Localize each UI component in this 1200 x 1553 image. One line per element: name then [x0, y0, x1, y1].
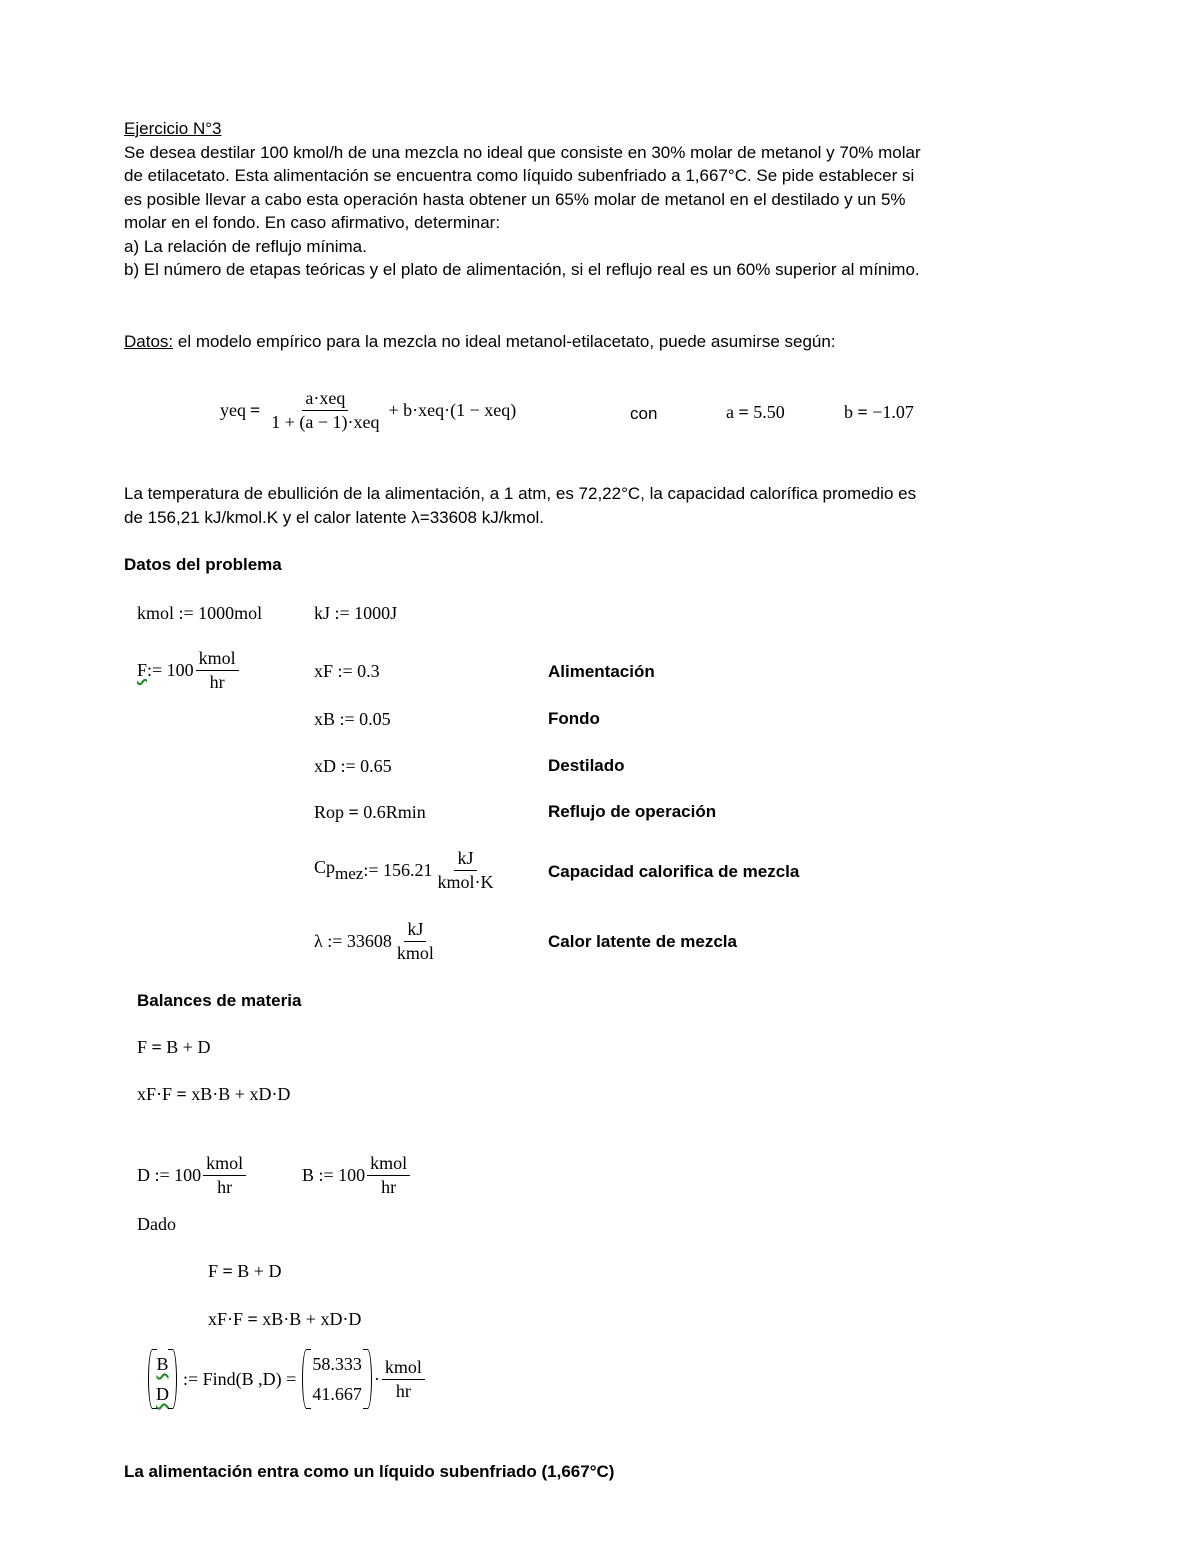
- B-unit-den: hr: [381, 1176, 397, 1197]
- statement-line-1: Se desea destilar 100 kmol/h de una mezcla no ideal que consiste en 30% molar de metanol y 70% molar: [124, 142, 921, 162]
- statement-line-5: a) La relación de reflujo mínima.: [124, 236, 367, 256]
- xF-label: Alimentación: [548, 662, 655, 681]
- datos-text: el modelo empírico para la mezcla no ideal metanol-etilacetato, puede asumirse según:: [173, 332, 836, 351]
- g2-equals: =: [247, 1309, 258, 1329]
- model-b: [844, 402, 914, 423]
- Cp-definition: [314, 848, 497, 892]
- a-label: a: [726, 402, 734, 422]
- g1-equals: =: [222, 1261, 233, 1281]
- statement-line-2: de etilacetato. Esta alimentación se encuentra como líquido subenfriado a 1,667°C. Se pide establecer si: [124, 166, 915, 185]
- vector-B: B: [156, 1354, 169, 1374]
- lambda-assign: λ := 33608: [314, 930, 392, 951]
- D-guess: [137, 1153, 246, 1197]
- eq2-equals: =: [176, 1084, 187, 1104]
- model-con: con: [630, 404, 658, 423]
- Rop-equals: =: [348, 802, 359, 822]
- eq2-rhs: xB·B + xD·D: [191, 1084, 291, 1104]
- result-unit-num: kmol: [382, 1357, 425, 1380]
- balance-eq-2: [137, 1084, 290, 1105]
- multiply-dot: ·: [373, 1368, 380, 1389]
- B-unit-num: kmol: [367, 1153, 410, 1176]
- F-assign: := 100: [147, 659, 194, 680]
- datos-label: Datos:: [124, 332, 174, 351]
- xF-definition: xF := 0.3: [314, 661, 380, 681]
- xD-definition: xD := 0.65: [314, 756, 392, 776]
- D-unit-num: kmol: [203, 1153, 246, 1176]
- model-tail: + b·xeq·(1 − xeq): [388, 399, 517, 420]
- result-vector: [302, 1349, 372, 1409]
- given-eq-2: [208, 1309, 361, 1330]
- exercise-block: [124, 117, 984, 282]
- kJ-definition: kJ := 1000J: [314, 603, 398, 623]
- result-D: 41.667: [312, 1384, 362, 1404]
- g1-rhs: B + D: [237, 1261, 282, 1281]
- subcooled-feed-heading: La alimentación entra como un líquido subenfriado (1,667°C): [124, 1462, 615, 1481]
- Rop-lhs: Rop: [314, 802, 345, 822]
- lambda-unit: [394, 919, 437, 963]
- model-lhs: yeq: [220, 399, 246, 420]
- model-frac-den: 1 + (a − 1)·xeq: [271, 411, 380, 432]
- Cp-unit-num: kJ: [454, 848, 476, 871]
- eq2-lhs: xF·F: [137, 1084, 173, 1104]
- g2-rhs: xB·B + xD·D: [262, 1309, 362, 1329]
- result-unit: [382, 1357, 425, 1401]
- F-variable: F: [137, 659, 148, 680]
- result-B: 58.333: [312, 1354, 362, 1374]
- statement-line-4: molar en el fondo. En caso afirmativo, determinar:: [124, 213, 501, 232]
- Rop-label: Reflujo de operación: [548, 802, 717, 821]
- boiling-paragraph: [124, 482, 984, 529]
- D-unit-den: hr: [217, 1176, 233, 1197]
- given-eq-1: [208, 1261, 281, 1282]
- given-keyword: Dado: [137, 1214, 176, 1234]
- lambda-definition: [314, 919, 437, 963]
- lambda-unit-den: kmol: [396, 942, 434, 963]
- B-guess: [302, 1153, 410, 1197]
- statement-line-3: es posible llevar a cabo esta operación hasta obtener un 65% molar de metanol en el destilado y un 5%: [124, 189, 906, 209]
- lambda-unit-num: kJ: [404, 919, 426, 942]
- find-expression: := Find(B ,D) =: [183, 1368, 297, 1389]
- vector-D: D: [156, 1384, 169, 1404]
- Rop-rhs: 0.6Rmin: [363, 802, 426, 822]
- lambda-label: Calor latente de mezcla: [548, 932, 737, 951]
- Cp-unit-den: kmol·K: [437, 871, 494, 892]
- b-equals: =: [857, 402, 868, 422]
- Rop-definition: [314, 802, 426, 823]
- balance-eq-1: [137, 1037, 210, 1058]
- result-unit-den: hr: [395, 1380, 411, 1401]
- eq1-lhs: F: [137, 1037, 148, 1057]
- model-frac-num: a·xeq: [302, 388, 348, 411]
- xB-definition: xB := 0.05: [314, 709, 391, 729]
- eq1-rhs: B + D: [166, 1037, 211, 1057]
- F-unit-num: kmol: [196, 648, 239, 671]
- F-unit: [196, 648, 239, 692]
- problem-data-heading: Datos del problema: [124, 555, 282, 574]
- F-definition: [137, 648, 239, 692]
- Cp-symbol: [314, 857, 363, 884]
- kmol-definition: kmol := 1000mol: [137, 603, 263, 623]
- Cp-assign: := 156.21: [363, 859, 433, 880]
- statement-line-6: b) El número de etapas teóricas y el plato de alimentación, si el reflujo real es un 60% superior al mínimo.: [124, 260, 920, 279]
- Cp-label: Capacidad calorifica de mezcla: [548, 862, 800, 881]
- xD-label: Destilado: [548, 756, 625, 775]
- Cp-base: Cp: [314, 856, 336, 877]
- a-equals: =: [738, 402, 749, 422]
- g2-lhs: xF·F: [208, 1309, 244, 1329]
- balances-heading: Balances de materia: [137, 991, 302, 1010]
- model-fraction: [268, 388, 382, 432]
- xB-label: Fondo: [548, 709, 600, 728]
- a-value: 5.50: [753, 402, 785, 422]
- find-solution: [148, 1349, 425, 1409]
- datos-line: [124, 330, 836, 354]
- Cp-unit: [435, 848, 497, 892]
- b-label: b: [844, 402, 853, 422]
- Cp-sub: mez: [335, 863, 364, 883]
- exercise-title: Ejercicio N°3: [124, 119, 222, 138]
- boiling-line-1: La temperatura de ebullición de la alimentación, a 1 atm, es 72,22°C, la capacidad calorífica promedio es: [124, 484, 917, 503]
- eq1-equals: =: [151, 1037, 162, 1057]
- B-unit: [367, 1153, 410, 1197]
- unknowns-vector: [148, 1349, 177, 1409]
- model-equation: [220, 388, 516, 432]
- B-assign: B := 100: [302, 1164, 366, 1185]
- D-unit: [203, 1153, 246, 1197]
- model-equals: =: [250, 399, 261, 420]
- g1-lhs: F: [208, 1261, 219, 1281]
- boiling-line-2: de 156,21 kJ/kmol.K y el calor latente λ=33608 kJ/kmol.: [124, 507, 545, 527]
- F-unit-den: hr: [209, 671, 225, 692]
- b-value: −1.07: [872, 402, 914, 422]
- model-a: [726, 402, 785, 423]
- D-assign: D := 100: [137, 1164, 202, 1185]
